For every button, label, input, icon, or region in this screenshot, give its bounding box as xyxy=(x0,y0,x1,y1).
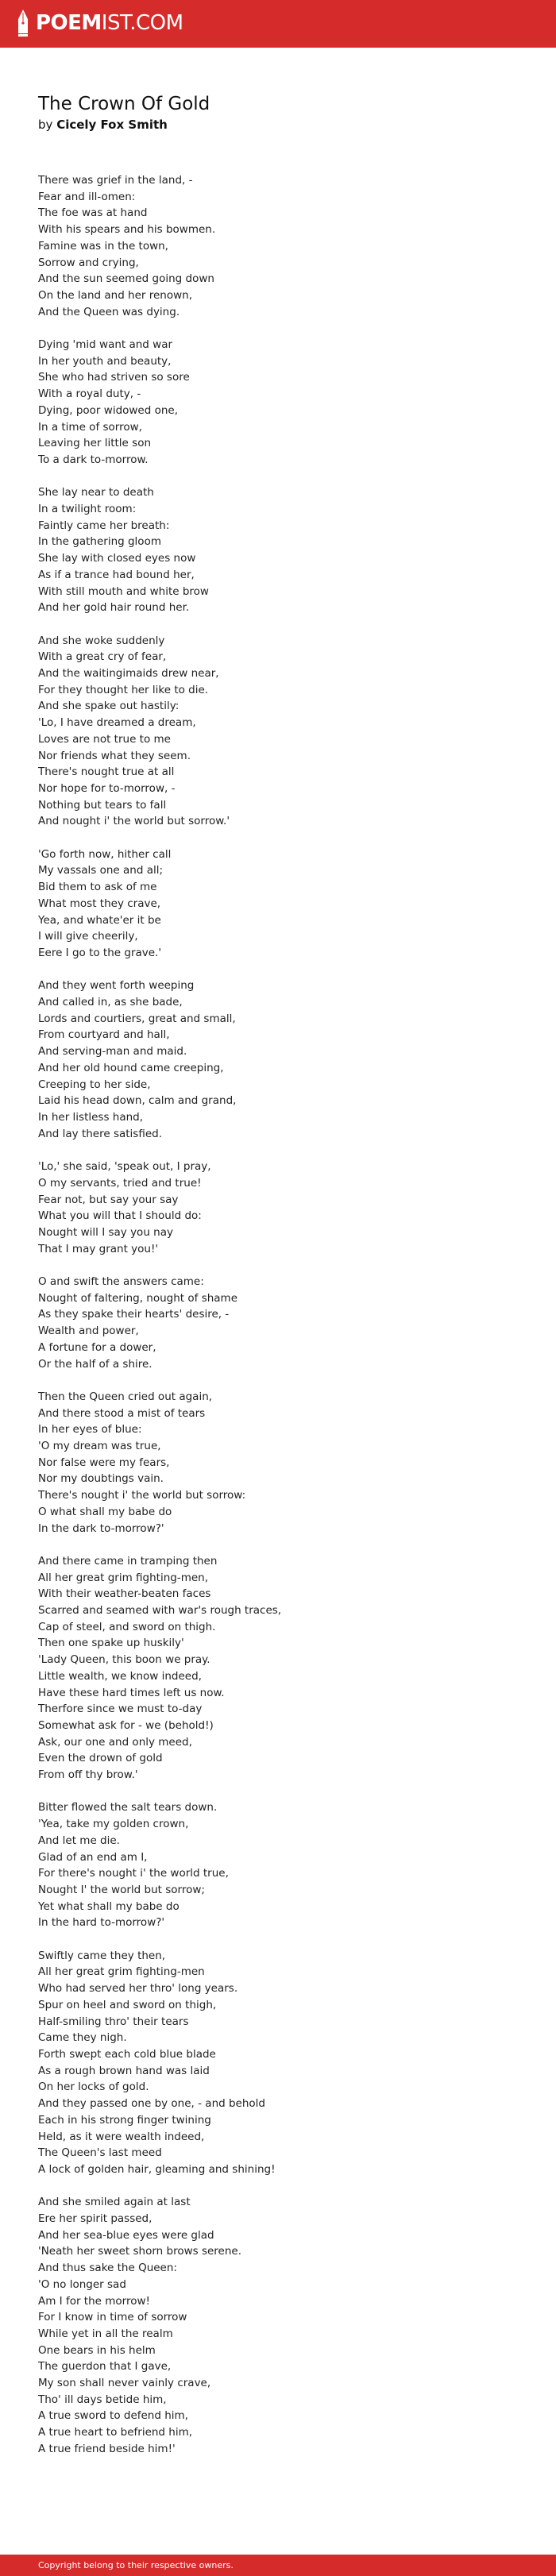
poem-line: Nor friends what they seem. xyxy=(38,749,191,762)
poem-line: In the gathering gloom xyxy=(38,535,161,549)
poem-line: One bears in his helm xyxy=(38,2343,156,2357)
poem-line: There was grief in the land, - xyxy=(38,174,193,187)
poem-line: For I know in time of sorrow xyxy=(38,2311,187,2324)
poem-line: Who had served her thro' long years. xyxy=(38,1982,238,1996)
poem-line: Nor my doubtings vain. xyxy=(38,1472,164,1486)
poem-line: With a great cry of fear, xyxy=(38,650,167,664)
site-footer xyxy=(0,2555,556,2576)
poem-line: 'O no longer sad xyxy=(38,2277,126,2291)
poem-line: She who had striven so sore xyxy=(38,371,190,384)
stanza xyxy=(38,1159,531,1257)
poem-line: Dying 'mid want and war xyxy=(38,338,173,352)
poem-line: Nor hope for to-morrow, - xyxy=(38,781,176,795)
poem-line: Then the Queen cried out again, xyxy=(38,1390,213,1403)
poem-line: My son shall never vainly crave, xyxy=(38,2377,211,2390)
poem-line: With still mouth and white brow xyxy=(38,584,209,598)
stanza xyxy=(38,978,531,1142)
poem-line: Tho' ill days betide him, xyxy=(38,2393,167,2406)
poem-line: For they thought her like to die. xyxy=(38,683,209,696)
poem-line: A true friend beside him!' xyxy=(38,2442,176,2455)
poem-line: And her gold hair round her. xyxy=(38,601,190,615)
poem-line: Therfore since we must to-day xyxy=(38,1703,203,1716)
author-name[interactable]: Cicely Fox Smith xyxy=(56,118,168,132)
poem-line: O my servants, tried and true! xyxy=(38,1176,202,1190)
stanza xyxy=(38,1799,531,1931)
poem-line: A true sword to defend him, xyxy=(38,2409,188,2423)
site-header xyxy=(0,0,556,48)
stanza xyxy=(38,337,531,469)
poem-line: Nought of faltering, nought of shame xyxy=(38,1291,238,1305)
stanza xyxy=(38,1389,531,1537)
byline xyxy=(38,117,168,133)
poem-line: While yet in all the realm xyxy=(38,2327,173,2340)
poem-line: Yea, and whate'er it be xyxy=(38,913,161,927)
poem-line: There's nought true at all xyxy=(38,765,175,779)
poem-line: From off thy brow.' xyxy=(38,1768,138,1782)
poem-line: Then one spake up huskily' xyxy=(38,1637,184,1650)
poem-line: Leaving her little son xyxy=(38,437,152,450)
poem-line: Eere I go to the grave.' xyxy=(38,946,162,959)
byline-prefix: by xyxy=(38,118,53,132)
poem-line: Fear not, but say your say xyxy=(38,1193,179,1206)
poem-line: The foe was at hand xyxy=(38,206,148,220)
poem-line: In a twilight room: xyxy=(38,503,137,516)
poem-line: What most they crave, xyxy=(38,897,161,910)
poem-line: As a rough brown hand was laid xyxy=(38,2064,210,2077)
poem-line: Laid his head down, calm and grand, xyxy=(38,1094,237,1108)
poem-line: Nor false were my fears, xyxy=(38,1456,170,1469)
poem-line: As if a trance had bound her, xyxy=(38,568,195,581)
copyright-text: Copyright belong to their respective owners. xyxy=(38,2560,234,2570)
poem-line: And she spake out hastily: xyxy=(38,700,180,713)
poem-line: Lords and courtiers, great and small, xyxy=(38,1012,236,1025)
site-logo[interactable] xyxy=(17,10,183,37)
poem-line: In a time of sorrow, xyxy=(38,420,142,434)
poem-line: Creeping to her side, xyxy=(38,1078,151,1091)
poem-line: Swiftly came they then, xyxy=(38,1949,166,1962)
poem-line: And nought i' the world but sorrow.' xyxy=(38,815,230,828)
poem-line: 'Lo,' she said, 'speak out, I pray, xyxy=(38,1160,211,1174)
poem-line: Ask, our one and only meed, xyxy=(38,1735,192,1749)
poem-line: All her great grim fighting-men xyxy=(38,1965,205,1979)
poem-line: Famine was in the town, xyxy=(38,239,168,253)
stanza xyxy=(38,1274,531,1372)
poem-line: And she woke suddenly xyxy=(38,634,165,647)
poem-line: Sorrow and crying, xyxy=(38,256,139,269)
poem-line: Cap of steel, and sword on thigh. xyxy=(38,1620,216,1633)
poem-body xyxy=(38,172,531,2474)
poem-line: All her great grim fighting-men, xyxy=(38,1571,209,1584)
poem-line: And called in, as she bade, xyxy=(38,996,183,1009)
poem-line: Wealth and power, xyxy=(38,1325,139,1338)
poem-line: Little wealth, we know indeed, xyxy=(38,1669,202,1683)
pen-nib-icon xyxy=(17,10,29,37)
poem-line: On her locks of gold. xyxy=(38,2080,149,2094)
poem-line: And the sun seemed going down xyxy=(38,272,214,286)
poem-line: From courtyard and hall, xyxy=(38,1028,170,1042)
poem-line: 'Lady Queen, this boon we pray. xyxy=(38,1653,210,1667)
poem-line: And they passed one by one, - and behold xyxy=(38,2097,265,2111)
poem-line: And lay there satisfied. xyxy=(38,1127,163,1140)
poem-line: Even the drown of gold xyxy=(38,1752,163,1765)
stanza xyxy=(38,1948,531,2178)
poem-line: Spur on heel and sword on thigh, xyxy=(38,1998,217,2011)
poem-line: Faintly came her breath: xyxy=(38,519,170,532)
poem-line: Bitter flowed the salt tears down. xyxy=(38,1801,218,1814)
poem-line: I will give cheerily, xyxy=(38,930,138,943)
poem-line: For there's nought i' the world true, xyxy=(38,1867,229,1880)
poem-line: Forth swept each cold blue blade xyxy=(38,2047,216,2061)
stanza xyxy=(38,1553,531,1784)
poem-line: Glad of an end am I, xyxy=(38,1850,148,1864)
poem-line: Somewhat ask for - we (behold!) xyxy=(38,1718,214,1732)
poem-line: And there stood a mist of tears xyxy=(38,1406,206,1420)
poem-line: And she smiled again at last xyxy=(38,2196,191,2209)
poem-line: 'Neath her sweet shorn brows serene. xyxy=(38,2245,242,2258)
poem-line: With his spears and his bowmen. xyxy=(38,223,216,237)
poem-line: And they went forth weeping xyxy=(38,979,195,993)
poem-line: Came they nigh. xyxy=(38,2031,127,2045)
poem-line: A true heart to befriend him, xyxy=(38,2426,193,2439)
poem-line: And her sea-blue eyes were glad xyxy=(38,2228,214,2242)
poem-line: The Queen's last meed xyxy=(38,2146,162,2160)
poem-line: Loves are not true to me xyxy=(38,732,171,746)
poem-line: She lay near to death xyxy=(38,486,154,499)
poem-line: As they spake their hearts' desire, - xyxy=(38,1308,230,1321)
poem-line: A fortune for a dower, xyxy=(38,1340,156,1354)
poem-line: Am I for the morrow! xyxy=(38,2294,150,2308)
poem-line: Bid them to ask of me xyxy=(38,881,157,894)
poem-line: Scarred and seamed with war's rough traces, xyxy=(38,1604,282,1618)
logo-bold: POEM xyxy=(36,11,102,35)
poem-line: That I may grant you!' xyxy=(38,1242,159,1255)
poem-line: And there came in tramping then xyxy=(38,1554,218,1568)
poem-line: Ere her spirit passed, xyxy=(38,2212,153,2225)
poem-line: And her old hound came creeping, xyxy=(38,1061,224,1074)
poem-line: 'Lo, I have dreamed a dream, xyxy=(38,716,196,730)
poem-line: In the hard to-morrow?' xyxy=(38,1916,165,1930)
poem-line: Have these hard times left us now. xyxy=(38,1686,225,1699)
poem-line: 'Go forth now, hither call xyxy=(38,847,172,861)
poem-line: Dying, poor widowed one, xyxy=(38,403,179,417)
stanza xyxy=(38,172,531,320)
stanza xyxy=(38,633,531,830)
poem-line: Nought I' the world but sorrow; xyxy=(38,1883,205,1896)
poem-line: Fear and ill-omen: xyxy=(38,190,136,203)
poem-line: In her youth and beauty, xyxy=(38,354,172,368)
poem-line: With a royal duty, - xyxy=(38,388,141,401)
stanza xyxy=(38,2194,531,2457)
poem-line: A lock of golden hair, gleaming and shining! xyxy=(38,2162,276,2176)
poem-line: On the land and her renown, xyxy=(38,288,193,302)
poem-line: And the Queen was dying. xyxy=(38,305,180,318)
poem-line: And let me die. xyxy=(38,1834,120,1847)
poem-line: To a dark to-morrow. xyxy=(38,453,149,466)
poem-line: Half-smiling thro' their tears xyxy=(38,2015,189,2028)
poem-line: Yet what shall my babe do xyxy=(38,1899,180,1913)
poem-line: In the dark to-morrow?' xyxy=(38,1521,164,1535)
poem-line: With their weather-beaten faces xyxy=(38,1587,211,1601)
poem-line: O and swift the answers came: xyxy=(38,1275,204,1288)
poem-line: 'Yea, take my golden crown, xyxy=(38,1818,189,1831)
logo-wordmark xyxy=(36,10,183,37)
poem-line: The guerdon that I gave, xyxy=(38,2360,172,2374)
poem-line: O what shall my babe do xyxy=(38,1505,172,1518)
poem-line: And thus sake the Queen: xyxy=(38,2262,177,2275)
poem-line: Each in his strong finger twining xyxy=(38,2113,211,2127)
logo-light: IST.COM xyxy=(101,11,183,35)
stanza xyxy=(38,484,531,616)
poem-line: My vassals one and all; xyxy=(38,864,164,877)
poem-line: Or the half of a shire. xyxy=(38,1357,153,1371)
poem-line: Nothing but tears to fall xyxy=(38,798,167,812)
poem-title: The Crown Of Gold xyxy=(38,94,210,114)
poem-line: There's nought i' the world but sorrow: xyxy=(38,1489,246,1502)
stanza xyxy=(38,846,531,962)
poem-line: 'O my dream was true, xyxy=(38,1440,161,1453)
poem-line: What you will that I should do: xyxy=(38,1209,202,1223)
poem-line: And serving-man and maid. xyxy=(38,1045,187,1059)
poem-line: She lay with closed eyes now xyxy=(38,552,196,565)
poem-line: In her eyes of blue: xyxy=(38,1423,142,1436)
poem-line: Held, as it were wealth indeed, xyxy=(38,2130,205,2143)
poem-line: Nought will I say you nay xyxy=(38,1225,173,1239)
poem-line: In her listless hand, xyxy=(38,1111,144,1124)
poem-line: And the waitingimaids drew near, xyxy=(38,667,219,681)
